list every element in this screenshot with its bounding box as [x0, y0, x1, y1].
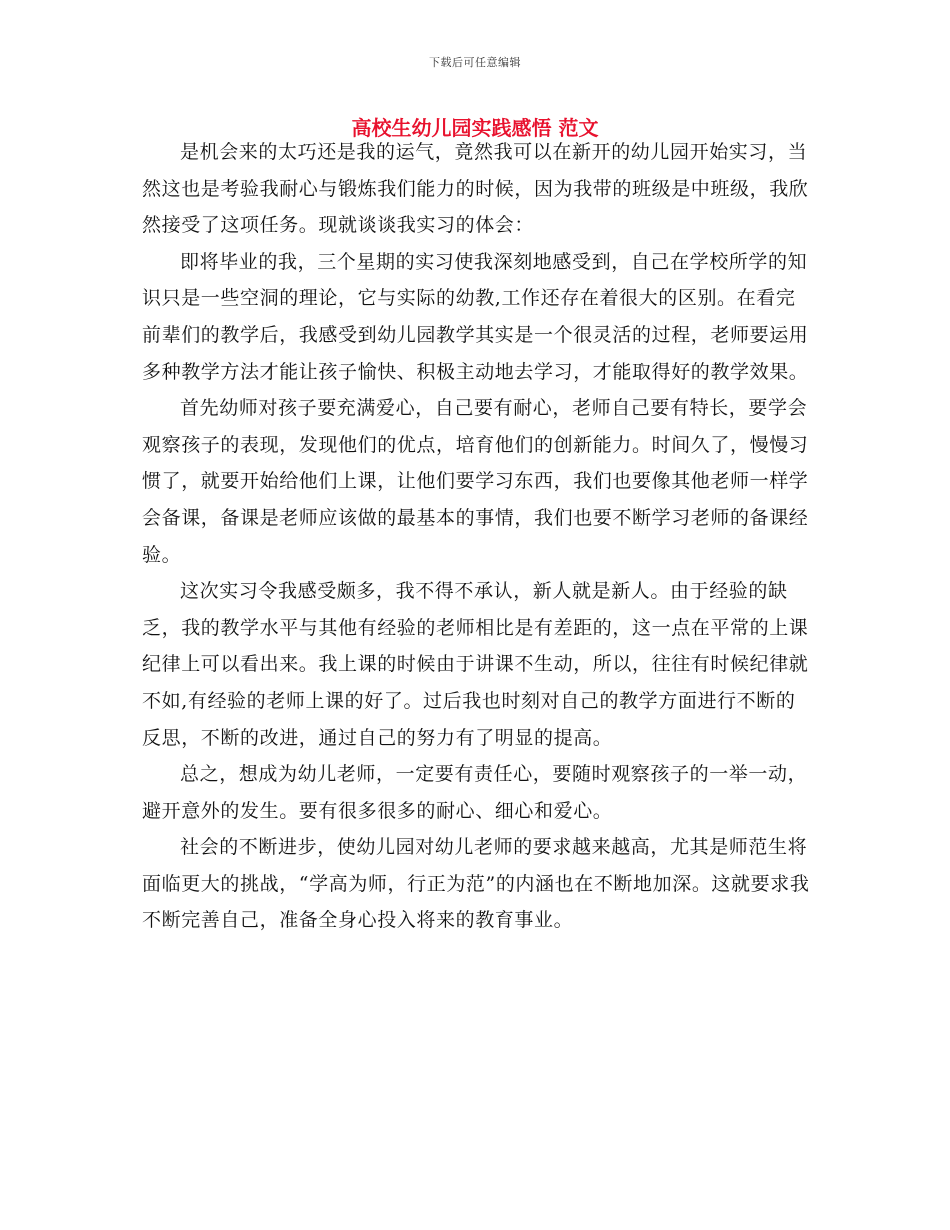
paragraph: 是机会来的太巧还是我的运气，竟然我可以在新开的幼儿园开始实习，当然这也是考验我耐心与锻炼我们能力的时候，因为我带的班级是中班级，我欣然接受了这项任务。现就谈谈我实习的体会： — [142, 141, 809, 237]
paragraph: 总之，想成为幼儿老师，一定要有责任心，要随时观察孩子的一举一动，避开意外的发生。要有很多很多的耐心、细心和爱心。 — [142, 763, 808, 822]
paragraph: 这次实习令我感受颇多，我不得不承认，新人就是新人。由于经验的缺乏，我的教学水平与其他有经验的老师相比是有差距的，这一点在平常的上课纪律上可以看出来。我上课的时候由于讲课不生动，所以，往往有时候纪律就不如,有经验的老师上课的好了。过后我也时刻对自己的教学方面进行不断的反思，不断的改进，通过自己的努力有了明显的提高。 — [142, 580, 809, 749]
document-title: 高校生幼儿园实践感悟 范文 — [351, 116, 599, 140]
document-body — [142, 134, 812, 939]
paragraph: 社会的不断进步，使幼儿园对幼儿老师的要求越来越高，尤其是师范生将面临更大的挑战，“学高为师，行正为范”的内涵也在不断地加深。这就要求我不断完善自己，准备全身心投入将来的教育事业。 — [142, 836, 810, 932]
header-note: 下载后可任意编辑 — [429, 56, 521, 69]
paragraph: 即将毕业的我，三个星期的实习使我深刻地感受到，自己在学校所学的知识只是一些空洞的理论，它与实际的幼教,工作还存在着很大的区别。在看完前辈们的教学后，我感受到幼儿园教学其实是一个很灵活的过程，老师要运用多种教学方法才能让孩子愉快、积极主动地去学习，才能取得好的教学效果。 — [142, 250, 809, 383]
paragraph: 首先幼师对孩子要充满爱心，自己要有耐心，老师自己要有特长，要学会观察孩子的表现，发现他们的优点，培育他们的创新能力。时间久了，慢慢习惯了，就要开始给他们上课，让他们要学习东西，我们也要像其他老师一样学会备课，备课是老师应该做的最基本的事情，我们也要不断学习老师的备课经验。 — [142, 397, 809, 566]
